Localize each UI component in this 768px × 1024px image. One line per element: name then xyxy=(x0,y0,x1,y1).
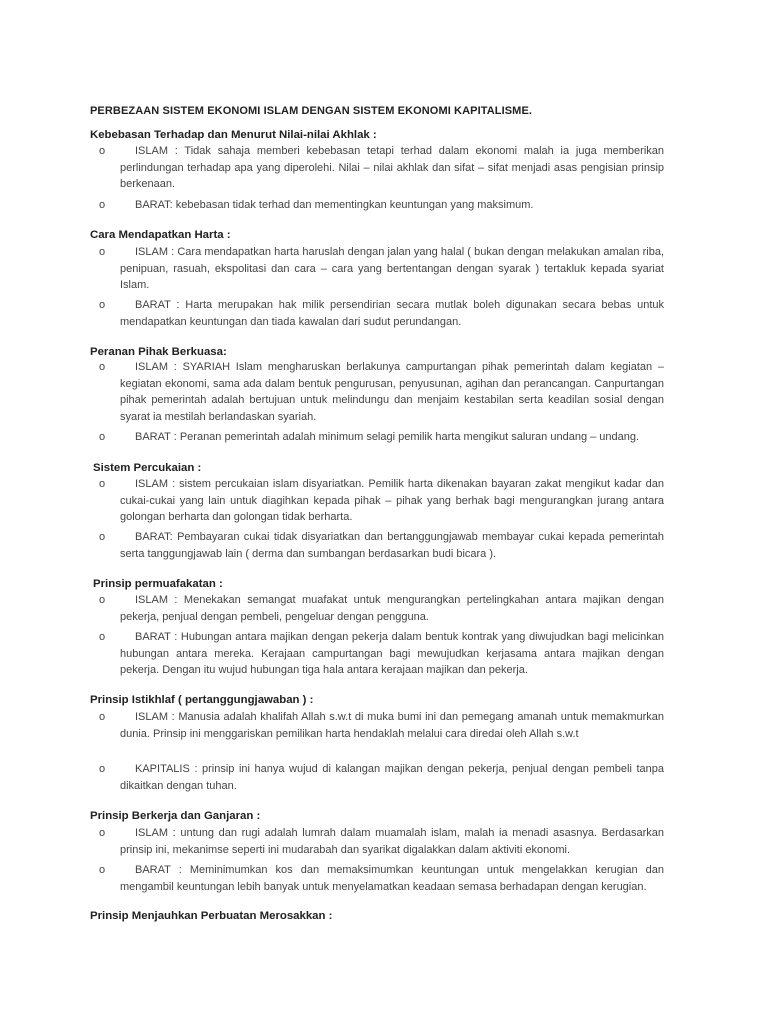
bullet-icon: o xyxy=(99,531,106,543)
section-heading-prinsip-menjauhkan-perbuatan-merosakkan: Prinsip Menjauhkan Perbuatan Merosakkan : xyxy=(90,910,333,922)
list-item-text: ISLAM : Menekakan semangat muafakat untuk mengurangkan pertelingkahan antara majikan dengan pekerja, penjual dengan pembeli, pengeluar dengan pengguna. xyxy=(120,594,664,623)
list-item xyxy=(90,592,664,625)
bullet-icon: o xyxy=(99,246,106,258)
bullet-icon: o xyxy=(99,864,106,876)
bullet-icon: o xyxy=(99,763,106,775)
list-item-text: KAPITALIS : prinsip ini hanya wujud di kalangan majikan dengan pekerja, penjual dengan pembeli tanpa dikaitkan dengan tuhan. xyxy=(120,763,664,792)
list-item xyxy=(90,761,664,794)
list-item-text: BARAT : Meminimumkan kos dan memaksimumkan keuntungan untuk mengelakkan kerugian dan mengambil keuntungan lebih banyak untuk menyelamatkan keadaan semasa berhadapan dengan kerugian. xyxy=(120,864,664,893)
list-item-text: ISLAM : SYARIAH Islam mengharuskan berlakunya campurtangan pihak pemerintah dalam kegiatan – kegiatan ekonomi, sama ada dalam bentuk pengurusan, penyusunan, agihan dan perancangan. Canpurtangan pihak pemerintah adalah bertujuan untuk melindungu dan menjaim kestabilan serta keadilan sosial dengan syarat ia mestilah berlandaskan syariah. xyxy=(120,361,664,423)
section-heading-sistem-percukaian: Sistem Percukaian : xyxy=(93,462,202,474)
section-heading-cara-mendapatkan-harta: Cara Mendapatkan Harta : xyxy=(90,229,231,241)
list-item xyxy=(90,862,664,895)
list-item-text: ISLAM : Manusia adalah khalifah Allah s.w.t di muka bumi ini dan pemegang amanah untuk memakmurkan dunia. Prinsip ini menggariskan pemilikan harta hendaklah melalui cara diredai oleh Allah s.w.t xyxy=(120,711,664,740)
bullet-icon: o xyxy=(99,478,106,490)
list-item-text: BARAT : Peranan pemerintah adalah minimum selagi pemilik harta mengikut saluran undang – undang. xyxy=(135,431,640,443)
list-item xyxy=(90,709,664,742)
list-item xyxy=(90,429,664,446)
bullet-icon: o xyxy=(99,827,106,839)
section-heading-kebebasan: Kebebasan Terhadap dan Menurut Nilai-nilai Akhlak : xyxy=(90,129,377,141)
bullet-icon: o xyxy=(99,431,106,443)
list-item-text: BARAT: Pembayaran cukai tidak disyariatkan dan bertanggungjawab membayar cukai kepada pemerintah serta tanggungjawab lain ( derma dan sumbangan berdasarkan budi bicara ). xyxy=(120,531,664,560)
list-item xyxy=(90,359,664,425)
section-heading-prinsip-permuafakatan: Prinsip permuafakatan : xyxy=(93,578,223,590)
list-item xyxy=(90,825,664,858)
bullet-icon: o xyxy=(99,299,106,311)
bullet-icon: o xyxy=(99,145,106,157)
section-heading-peranan-pihak-berkuasa: Peranan Pihak Berkuasa: xyxy=(90,346,227,358)
bullet-icon: o xyxy=(99,594,106,606)
section-heading-prinsip-istikhlaf: Prinsip Istikhlaf ( pertanggungjawaban ) : xyxy=(90,694,314,706)
list-item xyxy=(90,244,664,294)
document-title: PERBEZAAN SISTEM EKONOMI ISLAM DENGAN SISTEM EKONOMI KAPITALISME. xyxy=(90,105,533,117)
list-item-text: ISLAM : Tidak sahaja memberi kebebasan tetapi terhad dalam ekonomi malah ia juga memberikan perlindungan terhadap apa yang diperolehi. Nilai – nilai akhlak dan sifat – sifat menjadi asas pengisian prinsip berkenaan. xyxy=(120,145,664,190)
list-item-text: BARAT: kebebasan tidak terhad dan mementingkan keuntungan yang maksimum. xyxy=(135,199,534,211)
list-item xyxy=(90,197,664,214)
list-item xyxy=(90,143,664,193)
list-item-text: BARAT : Harta merupakan hak milik persendirian secara mutlak boleh digunakan secara bebas untuk mendapatkan keuntungan dan tiada kawalan dari sudut perundangan. xyxy=(120,299,664,328)
list-item-text: ISLAM : untung dan rugi adalah lumrah dalam muamalah islam, malah ia menadi asasnya. Berdasarkan prinsip ini, mekanimse seperti ini mudarabah dan syarikat digalakkan dalam aktiviti ekonomi. xyxy=(120,827,664,856)
list-item xyxy=(90,529,664,562)
list-item xyxy=(90,297,664,330)
list-item xyxy=(90,476,664,526)
section-heading-prinsip-berkerja-dan-ganjaran: Prinsip Berkerja dan Ganjaran : xyxy=(90,810,261,822)
list-item-text: ISLAM : Cara mendapatkan harta haruslah dengan jalan yang halal ( bukan dengan melakukan amalan riba, penipuan, rasuah, ekspolitasi dan cara – cara yang bertentangan dengan syarak ) tertakluk kepada syariat Islam. xyxy=(120,246,664,291)
list-item-text: ISLAM : sistem percukaian islam disyariatkan. Pemilik harta dikenakan bayaran zakat mengikut kadar dan cukai-cukai yang lain untuk diagihkan kepada pihak – pihak yang berhak bagi mengurangkan jurang antara golongan berharta dan golongan tidak berharta. xyxy=(120,478,664,523)
bullet-icon: o xyxy=(99,631,106,643)
list-item xyxy=(90,629,664,679)
list-item-text: BARAT : Hubungan antara majikan dengan pekerja dalam bentuk kontrak yang diwujudkan bagi melicinkan hubungan antara mereka. Kerajaan campurtangan bagi mewujudkan kerjasama antara majikan dengan pekerja. Dengan itu wujud hubungan tiga hala antara kerajaan majikan dan pekerja. xyxy=(120,631,664,676)
bullet-icon: o xyxy=(99,361,106,373)
bullet-icon: o xyxy=(99,711,106,723)
bullet-icon: o xyxy=(99,199,106,211)
